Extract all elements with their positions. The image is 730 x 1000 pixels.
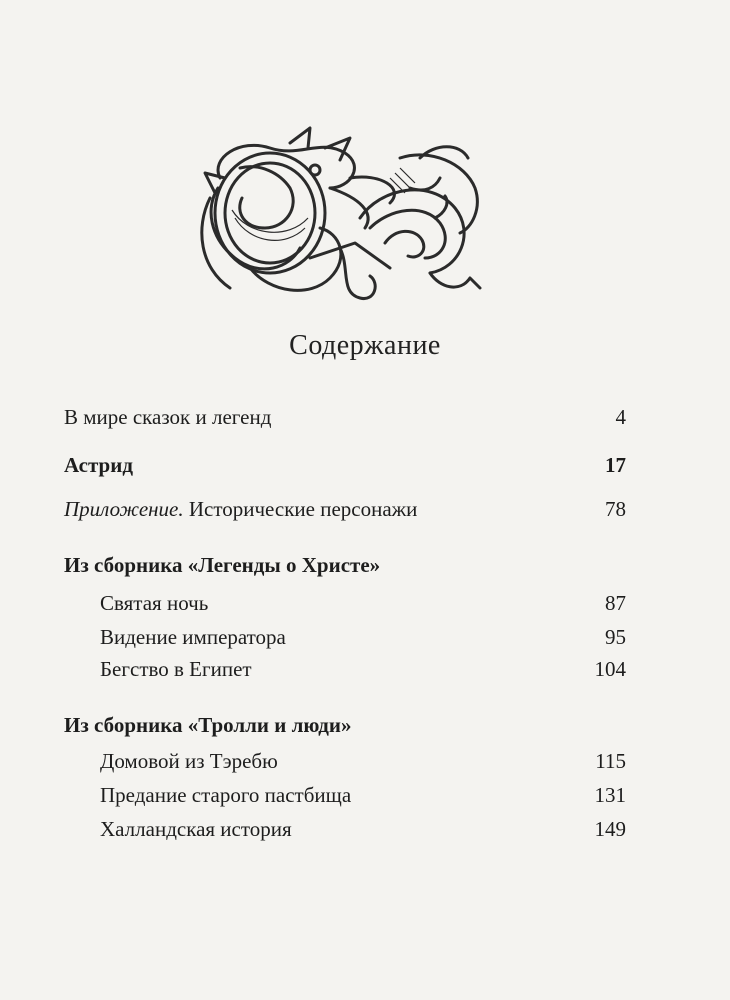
toc-entry[interactable]: [64, 814, 626, 844]
toc-entry-title: Предание старого пастбища: [100, 783, 352, 807]
toc-entry-prefix: Приложение.: [64, 497, 184, 521]
toc-entry-title: В мире сказок и легенд: [64, 405, 272, 429]
toc-section-heading[interactable]: [64, 550, 626, 580]
toc-entry-page: 115: [595, 749, 626, 773]
toc-entry-page: 95: [605, 625, 626, 649]
toc-entry-title: Бегство в Египет: [100, 657, 252, 681]
toc-entry-title: Святая ночь: [100, 591, 209, 615]
toc-entry-title: Домовой из Тэребю: [100, 749, 278, 773]
toc-entry-page: 149: [594, 817, 626, 841]
toc-section-title: Из сборника «Легенды о Христе»: [64, 553, 381, 577]
toc-entry-text: Исторические персонажи: [183, 497, 418, 521]
toc-section-heading[interactable]: [64, 710, 626, 740]
toc-entry-page: 131: [594, 783, 626, 807]
toc-entry-page: 104: [594, 657, 626, 681]
toc-entry[interactable]: [64, 654, 626, 684]
toc-entry[interactable]: [64, 622, 626, 652]
contents-heading: Содержание: [289, 330, 441, 361]
celtic-knot-ornament-icon: [190, 118, 490, 306]
toc-entry-title: Астрид: [64, 453, 133, 477]
toc-entry[interactable]: [64, 588, 626, 618]
toc-section-title: Из сборника «Тролли и люди»: [64, 713, 352, 737]
toc-entry[interactable]: [64, 450, 626, 480]
toc-entry[interactable]: [64, 746, 626, 776]
toc-entry-title: [64, 494, 417, 524]
toc-entry-page: 17: [605, 453, 626, 477]
toc-entry-title: Видение императора: [100, 625, 286, 649]
toc-entry-page: 78: [605, 497, 626, 521]
toc-entry[interactable]: [64, 494, 626, 524]
toc-entry-title: Халландская история: [100, 817, 292, 841]
toc-entry[interactable]: [64, 402, 626, 432]
toc-entry-page: 4: [615, 405, 626, 429]
toc-entry[interactable]: [64, 780, 626, 810]
toc-entry-page: 87: [605, 591, 626, 615]
